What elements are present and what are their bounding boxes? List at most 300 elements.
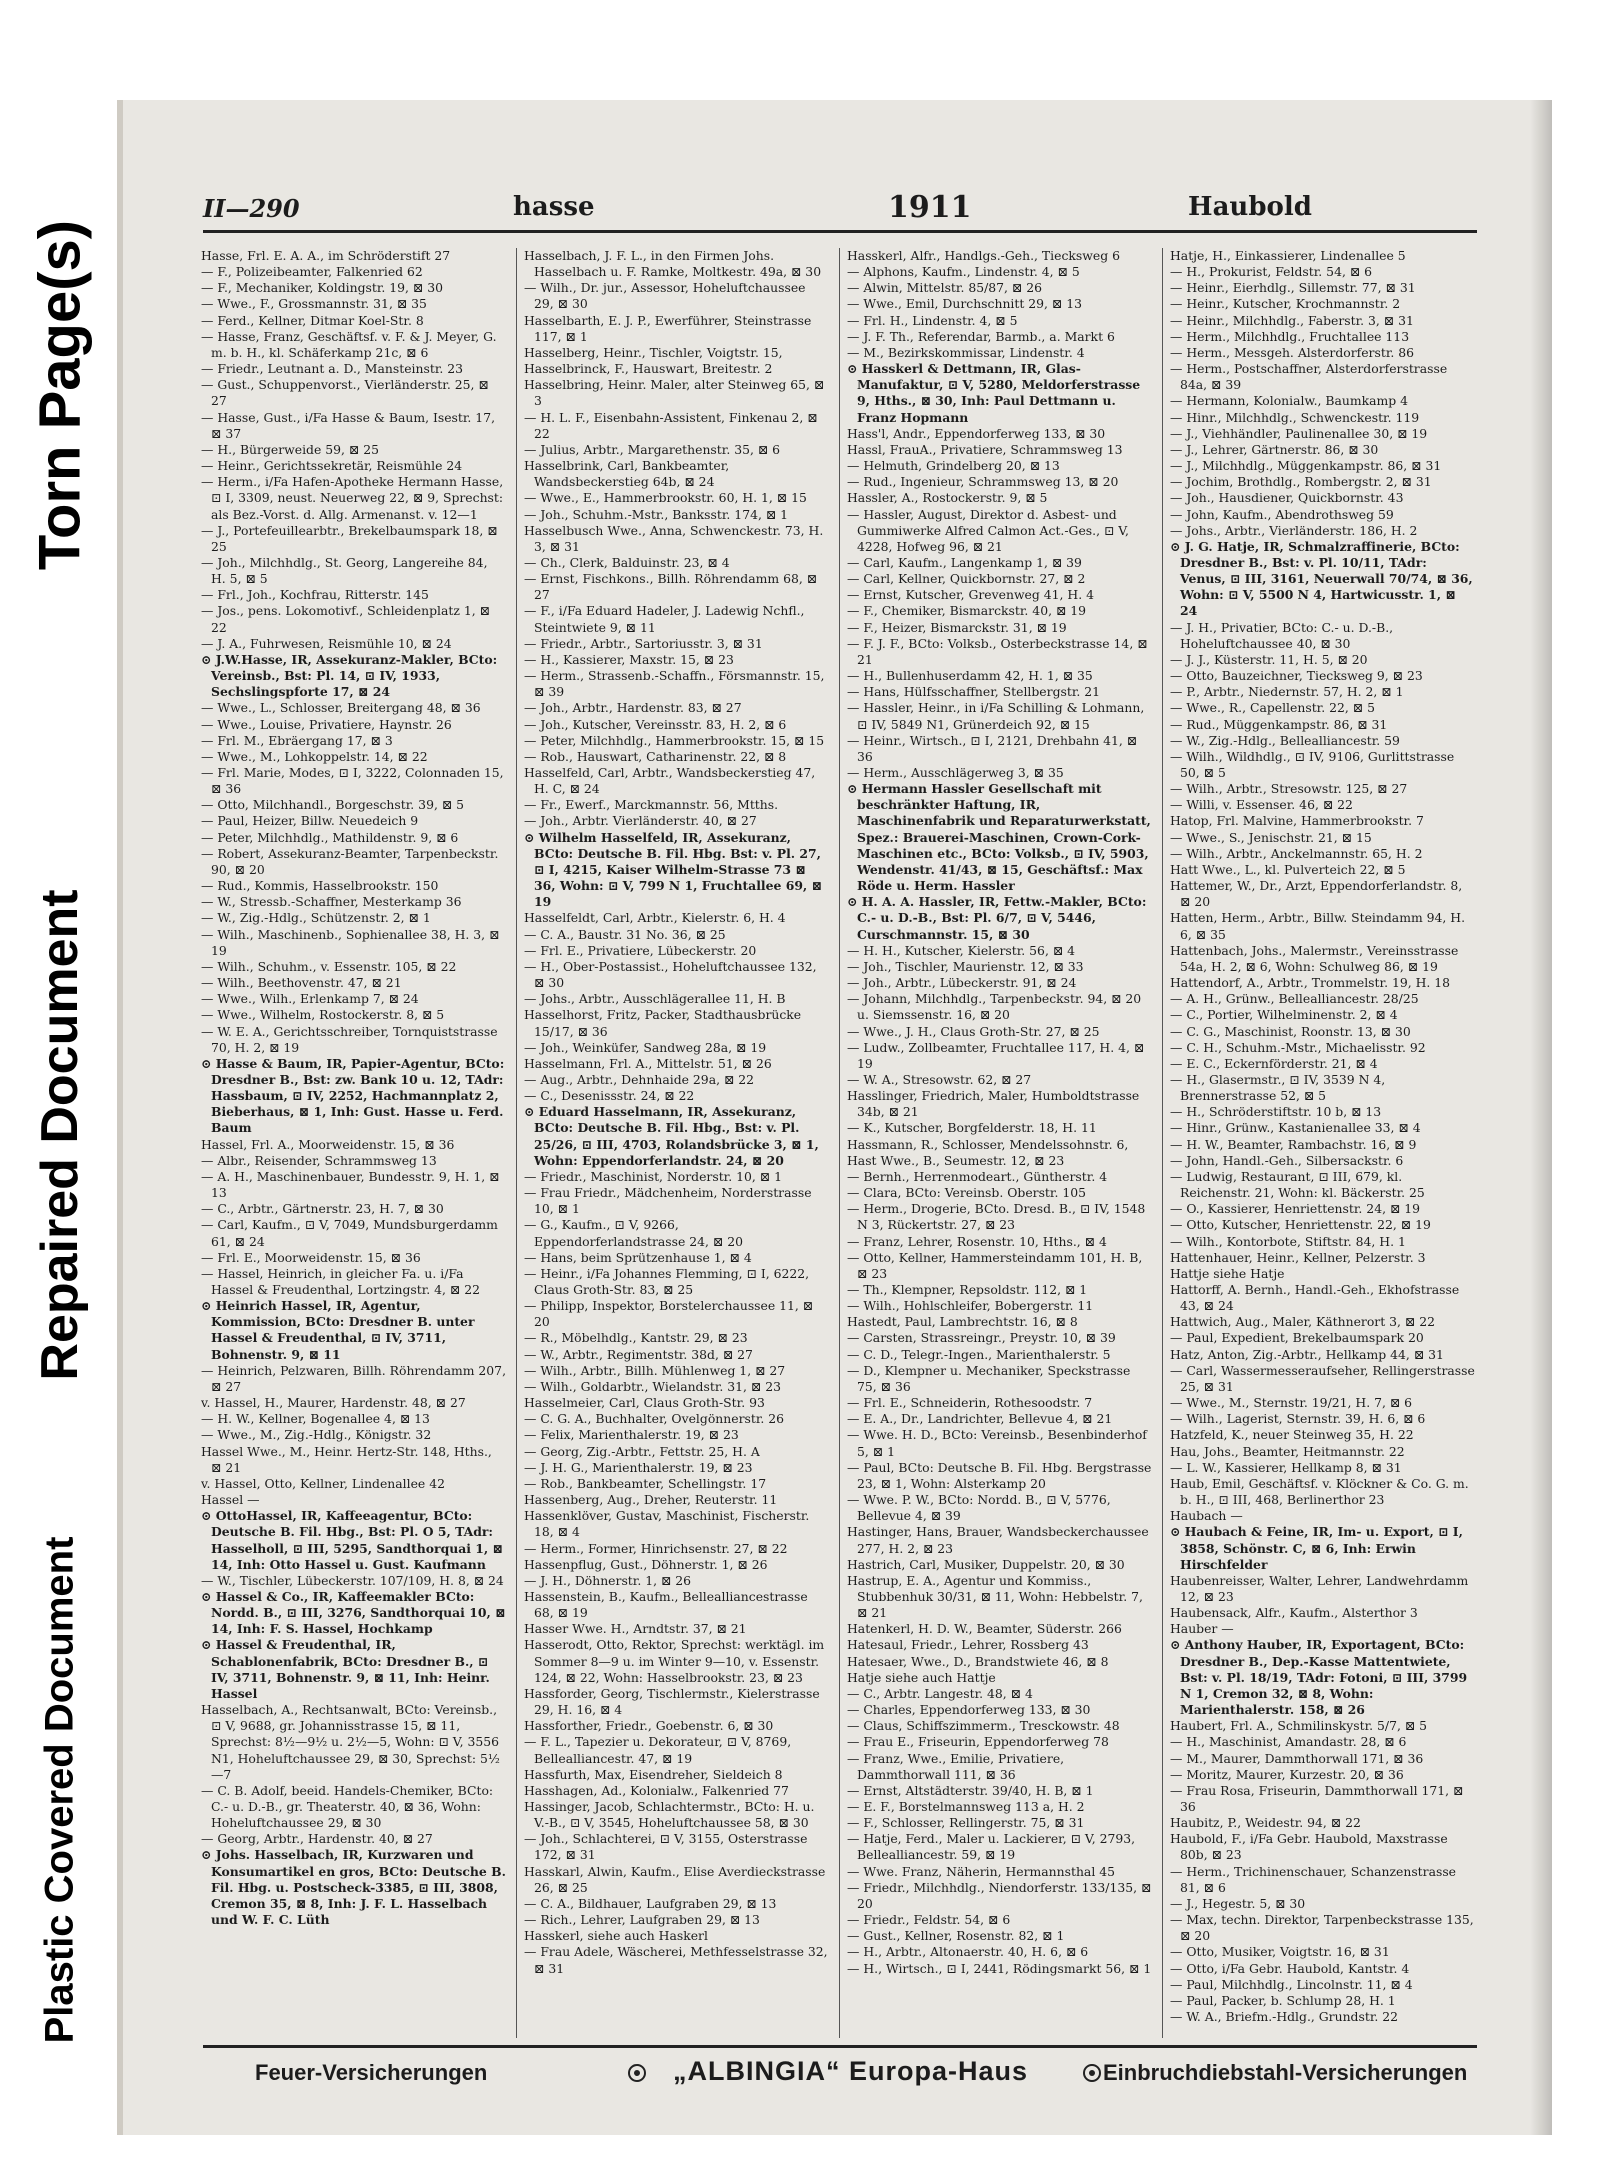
directory-entry: Haubensack, Alfr., Kaufm., Alsterthor 3 [1170, 1605, 1418, 1621]
directory-entry: — Frau Adele, Wäscherei, Methfesselstrasse 32, ⊠ 31 [524, 1944, 828, 1976]
directory-entry: Hasselbarth, E. J. P., Ewerführer, Steinstrasse 117, ⊠ 1 [524, 312, 812, 344]
directory-entry: — Wilh., Wildhdlg., ⊡ IV, 9106, Gurlittstrasse 50, ⊠ 5 [1170, 748, 1455, 780]
directory-entry: — Hinr., Grünw., Kastanienallee 33, ⊠ 4 [1170, 1120, 1421, 1136]
directory-entry: Hassenstein, B., Kaufm., Bellealliancestrasse 68, ⊠ 19 [524, 1588, 808, 1621]
directory-entry: v. Hassel, H., Maurer, Hardenstr. 48, ⊠ 27 [201, 1395, 466, 1411]
directory-entry: Hassenberg, Aug., Dreher, Reuterstr. 11 [524, 1492, 778, 1508]
directory-entry: — Frl. E., Moorweidenstr. 15, ⊠ 36 [201, 1249, 421, 1265]
directory-entry: — Rob., Hauswart, Catharinenstr. 22, ⊠ 8 [524, 748, 787, 764]
directory-entry: — Joh., Hausdiener, Quickbornstr. 43 [1170, 490, 1404, 506]
directory-entry: — E. A., Dr., Landrichter, Bellevue 4, ⊠ 21 [847, 1411, 1113, 1427]
directory-entry: — Carl, Wassermesseraufseher, Rellingerstrasse 25, ⊠ 31 [1170, 1362, 1475, 1394]
directory-entry: ⊙ Heinrich Hassel, IR, Agentur, Kommission, BCto: Dresdner B. unter Hassel & Freudenthal, ⊡ IV, 3711, Bohnenstr. 9, ⊠ 11 [201, 1298, 475, 1362]
directory-entry: — H., Prokurist, Feldstr. 54, ⊠ 6 [1170, 264, 1373, 280]
directory-entry: — F., Heizer, Bismarckstr. 31, ⊠ 19 [847, 619, 1067, 635]
directory-entry: — F. J. F., BCto: Volksb., Osterbeckstrasse 14, ⊠ 21 [847, 635, 1148, 667]
directory-entry: — C., Arbtr., Gärtnerstr. 23, H. 7, ⊠ 30 [201, 1201, 444, 1217]
directory-entry: — Johs., Arbtr., Vierländerstr. 186, H. 2 [1170, 522, 1418, 538]
directory-entry: — Julius, Arbtr., Margarethenstr. 35, ⊠ 6 [524, 441, 781, 457]
bullet-icon [628, 2064, 646, 2082]
directory-entry: — Ferd., Kellner, Ditmar Koel-Str. 8 [201, 312, 424, 328]
directory-entry: — J. F. Th., Referendar, Barmb., a. Markt 6 [847, 328, 1115, 344]
footer-center-text: „ALBINGIA“ Europa-Haus [673, 2056, 1029, 2086]
column-divider [1162, 248, 1163, 2038]
directory-entry: — Joh., Kutscher, Vereinsstr. 83, H. 2, ⊠ 6 [524, 716, 787, 732]
directory-entry: — Max, techn. Direktor, Tarpenbeckstrasse 135, ⊠ 20 [1170, 1912, 1474, 1944]
directory-entry: — C. D., Telegr.-Ingen., Marienthalerstr. 5 [847, 1346, 1111, 1362]
header-keyword-right: Haubold [1188, 192, 1312, 222]
directory-entry: — F., Mechaniker, Koldingstr. 19, ⊠ 30 [201, 280, 444, 296]
plastic-covered-label: Plastic Covered Document [37, 1536, 82, 2044]
directory-entry: — Wilh., Kontorbote, Stiftstr. 84, H. 1 [1170, 1233, 1406, 1249]
directory-entry: Hassforder, Georg, Tischlermstr., Kielerstrasse 29, H. 16, ⊠ 4 [524, 1685, 820, 1718]
directory-entry: ⊙ J. G. Hatje, IR, Schmalzraffinerie, BCto: Dresdner B., Bst: v. Pl. 10/11, TAdr: Venus, ⊡ III, 3161, Neuerwall 70/74, ⊠ 36, Wohn: ⊡ V, 5500 N 4, Hartwicusstr. 1, ⊠ 24 [1170, 538, 1473, 619]
directory-entry: — Hinr., Milchhdlg., Schwenckestr. 119 [1170, 409, 1420, 425]
directory-entry: — C., Arbtr. Langestr. 48, ⊠ 4 [847, 1685, 1033, 1701]
directory-entry: Hassmann, R., Schlosser, Mendelssohnstr. 6, [847, 1136, 1129, 1152]
directory-entry: — Heinr., i/Fa Johannes Flemming, ⊡ I, 6222, Claus Groth-Str. 83, ⊠ 25 [524, 1265, 810, 1297]
directory-entry: — Otto, Milchhandl., Borgeschstr. 39, ⊠ 5 [201, 797, 465, 813]
directory-entry: — Ernst, Kutscher, Grevenweg 41, H. 4 [847, 587, 1094, 603]
directory-entry: — Joh., Tischler, Maurienstr. 12, ⊠ 33 [847, 958, 1084, 974]
directory-entry: ⊙ Hassel & Freudenthal, IR, Schablonenfabrik, BCto: Dresdner B., ⊡ IV, 3711, Bohnenstr. 9, ⊠ 11, Inh: Heinr. Hassel [201, 1637, 490, 1701]
directory-entry: Hatz, Anton, Zig.-Arbtr., Hellkamp 44, ⊠ 31 [1170, 1346, 1444, 1362]
directory-entry: — G., Kaufm., ⊡ V, 9266, Eppendorferlandstrasse 24, ⊠ 20 [524, 1217, 744, 1249]
directory-entry: Hasselberg, Heinr., Tischler, Voigtstr. 15, [524, 344, 783, 360]
directory-entry: — Frl. E., Privatiere, Lübeckerstr. 20 [524, 942, 757, 958]
directory-entry: — Joh., Milchhdlg., St. Georg, Langereihe 84, H. 5, ⊠ 5 [201, 554, 488, 587]
directory-entry: — Ch., Clerk, Balduinstr. 23, ⊠ 4 [524, 554, 730, 570]
directory-column-1 [201, 248, 506, 2038]
directory-entry: ⊙ H. A. A. Hassler, IR, Fettw.-Makler, BCto: C.- u. D.-B., Bst: Pl. 6/7, ⊡ V, 5446, Curschmannstr. 15, ⊠ 30 [847, 894, 1147, 942]
footer-right-text: Einbruchdiebstahl-Versicherungen [1103, 2060, 1468, 2085]
directory-entry: — Wwe., Emil, Durchschnitt 29, ⊠ 13 [847, 296, 1083, 312]
directory-entry: Hatje, H., Einkassierer, Lindenallee 5 [1170, 248, 1406, 263]
directory-entry: ⊙ J.W.Hasse, IR, Assekuranz-Makler, BCto: Vereinsb., Bst: Pl. 14, ⊡ IV, 1933, Sechslingspforte 17, ⊠ 24 [201, 651, 498, 700]
directory-entry: — W., Arbtr., Regimentstr. 38d, ⊠ 27 [524, 1346, 753, 1362]
directory-entry: — Wwe., F., Grossmannstr. 31, ⊠ 35 [201, 296, 427, 312]
directory-entry: — Heinr., Eierhdlg., Sillemstr. 77, ⊠ 31 [1170, 280, 1416, 296]
directory-entry: — Charles, Eppendorferweg 133, ⊠ 30 [847, 1702, 1091, 1718]
directory-entry: — J. H. G., Marienthalerstr. 19, ⊠ 23 [524, 1459, 753, 1475]
page-footer [203, 2045, 1477, 2100]
directory-entry: — Wilh., Goldarbtr., Wielandstr. 31, ⊠ 23 [524, 1378, 782, 1394]
directory-entry: — H., Kassierer, Maxstr. 15, ⊠ 23 [524, 651, 734, 667]
directory-entry: — Philipp, Inspektor, Borstelerchaussee 11, ⊠ 20 [524, 1298, 814, 1330]
directory-entry: Hasselbrink, Carl, Bankbeamter, Wandsbeckerstieg 64b, ⊠ 24 [524, 458, 730, 490]
directory-entry: Hassel, Frl. A., Moorweidenstr. 15, ⊠ 36 [201, 1136, 455, 1152]
directory-entry: Hasser Wwe. H., Arndtstr. 37, ⊠ 21 [524, 1621, 747, 1637]
directory-entry: — Herm., Messgeh. Alsterdorferstr. 86 [1170, 344, 1415, 360]
directory-entry: — Rob., Bankbeamter, Schellingstr. 17 [524, 1475, 767, 1491]
directory-entry: Haubold, F., i/Fa Gebr. Haubold, Maxstrasse 80b, ⊠ 23 [1170, 1831, 1448, 1863]
directory-entry: — H. L. F., Eisenbahn-Assistent, Finkenau 2, ⊠ 22 [524, 409, 818, 441]
directory-entry: — H. W., Beamter, Rambachstr. 16, ⊠ 9 [1170, 1136, 1417, 1152]
directory-entry: — Paul, Expedient, Brekelbaumspark 20 [1170, 1330, 1424, 1346]
directory-column-4 [1170, 248, 1475, 2038]
directory-entry: — Wwe. H. D., BCto: Vereinsb., Besenbinderhof 5, ⊠ 1 [847, 1427, 1147, 1459]
directory-entry: — H., Ober-Postassist., Hoheluftchaussee 132, ⊠ 30 [524, 958, 817, 991]
directory-entry: — C. B. Adolf, beeid. Handels-Chemiker, BCto: C.- u. D.-B., gr. Theaterstr. 40, ⊠ 36, Wohn: Hoheluftchaussee 29, ⊠ 30 [201, 1782, 494, 1831]
directory-entry: — Wwe., R., Capellenstr. 22, ⊠ 5 [1170, 700, 1375, 716]
directory-entry: Hasselfeld, Carl, Arbtr., Wandsbeckerstieg 47, H. C, ⊠ 24 [524, 765, 816, 797]
directory-entry: Hasselbach, J. F. L., in den Firmen Johs. Hasselbach u. F. Ramke, Moltkestr. 49a, ⊠ 30 [524, 248, 822, 280]
directory-entry: Hasse, Frl. E. A. A., im Schröderstift 27 [201, 248, 451, 263]
directory-entry: — Paul, BCto: Deutsche B. Fil. Hbg. Bergstrasse 23, ⊠ 1, Wohn: Alsterkamp 20 [847, 1459, 1152, 1491]
directory-entry: — Georg, Zig.-Arbtr., Fettstr. 25, H. A [524, 1443, 760, 1459]
directory-entry: — Wilh., Schuhm., v. Essenstr. 105, ⊠ 22 [201, 958, 457, 974]
directory-entry: — Joh., Arbtr., Hardenstr. 83, ⊠ 27 [524, 700, 742, 716]
directory-entry: — R., Möbelhdlg., Kantstr. 29, ⊠ 23 [524, 1330, 748, 1346]
directory-entry: Hattorff, A. Bernh., Handl.-Geh., Ekhofstrasse 43, ⊠ 24 [1170, 1282, 1460, 1314]
directory-entry: — Otto, Musiker, Voigtstr. 16, ⊠ 31 [1170, 1944, 1390, 1960]
directory-entry: — L. W., Kassierer, Hellkamp 8, ⊠ 31 [1170, 1459, 1402, 1475]
directory-entry: — J. H., Döhnerstr. 1, ⊠ 26 [524, 1572, 692, 1588]
directory-entry: — O., Kassierer, Henriettenstr. 24, ⊠ 19 [1170, 1201, 1421, 1217]
directory-entry: — John, Handl.-Geh., Silbersackstr. 6 [1170, 1152, 1404, 1168]
directory-entry: ⊙ Johs. Hasselbach, IR, Kurzwaren und Konsumartikel en gros, BCto: Deutsche B. Fil. Hbg. u. Postscheck-3385, ⊡ III, 3808, Cremon 35, ⊠ 8, Inh: J. F. L. Hasselbach und W. F. C. Lüth [201, 1847, 506, 1928]
directory-entry: — Wwe., S., Jenischstr. 21, ⊠ 15 [1170, 829, 1372, 845]
directory-entry: — Herm., Drogerie, BCto. Dresd. B., ⊡ IV, 1548 N 3, Rückertstr. 27, ⊠ 23 [847, 1201, 1146, 1233]
directory-entry: Hauber — [1170, 1621, 1234, 1637]
directory-entry: — Hassler, Heinr., in i/Fa Schilling & Lohmann, ⊡ IV, 5849 N1, Grünerdeich 92, ⊠ 15 [847, 700, 1145, 732]
directory-entry: — Bernh., Herrenmodeart., Güntherstr. 4 [847, 1168, 1108, 1184]
directory-entry: Haubach — [1170, 1508, 1243, 1524]
directory-entry: — J., Lehrer, Gärtnerstr. 86, ⊠ 30 [1170, 441, 1379, 457]
directory-entry: — W., Stressb.-Schaffner, Mesterkamp 36 [201, 894, 462, 910]
directory-entry: Hasshagen, Ad., Kolonialw., Falkenried 77 [524, 1782, 789, 1798]
directory-entry: ⊙ Hermann Hassler Gesellschaft mit beschränkter Haftung, IR, Maschinenfabrik und Reparaturwerkstatt, Spez.: Brauerei-Maschinen, Crown-Cork-Maschinen etc., BCto: Volksb., ⊡ IV, 5903, Wendenstr. 41/43, ⊠ 15, Geschäftsf.: Max Röde u. Herm. Hassler [847, 781, 1151, 894]
torn-pages-label: Torn Page(s) [27, 219, 93, 571]
directory-entry: Hasselbusch Wwe., Anna, Schwenckestr. 73, H. 3, ⊠ 31 [524, 522, 824, 554]
directory-entry: — Friedr., Maschinist, Norderstr. 10, ⊠ 1 [524, 1168, 782, 1184]
directory-entry: — Carl, Kellner, Quickbornstr. 27, ⊠ 2 [847, 571, 1086, 587]
directory-entry: — Wwe., L., Schlosser, Breitergang 48, ⊠ 36 [201, 700, 481, 716]
directory-entry: — C. G., Maschinist, Roonstr. 13, ⊠ 30 [1170, 1023, 1411, 1039]
directory-entry: — F., Schlosser, Rellingerstr. 75, ⊠ 31 [847, 1815, 1085, 1831]
directory-entry: — Carl, Kaufm., Langenkamp 1, ⊠ 39 [847, 554, 1082, 570]
directory-entry: — H., Wirtsch., ⊡ I, 2441, Rödingsmarkt 56, ⊠ 1 [847, 1960, 1152, 1976]
column-divider [839, 248, 840, 2038]
directory-entry: — Jochim, Brothdlg., Rombergstr. 2, ⊠ 31 [1170, 474, 1432, 490]
directory-entry: — W., Zig.-Hdlg., Schützenstr. 2, ⊠ 1 [201, 910, 431, 926]
directory-entry: — F., Chemiker, Bismarckstr. 40, ⊠ 19 [847, 603, 1087, 619]
directory-entry: — F., Polizeibeamter, Falkenried 62 [201, 264, 423, 280]
directory-entry: — Heinr., Gerichtssekretär, Reismühle 24 [201, 458, 463, 474]
directory-entry: — P., Arbtr., Niedernstr. 57, H. 2, ⊠ 1 [1170, 684, 1404, 700]
directory-entry: — Franz, Lehrer, Rosenstr. 10, Hths., ⊠ 4 [847, 1233, 1107, 1249]
directory-entry: Hassinger, Jacob, Schlachtermstr., BCto: H. u. V.-B., ⊡ V, 3545, Hoheluftchaussee 58, ⊠ 30 [524, 1799, 815, 1831]
directory-entry: — Claus, Schiffszimmerm., Tresckowstr. 48 [847, 1718, 1120, 1734]
directory-entry: Hasslinger, Friedrich, Maler, Humboldtstrasse 34b, ⊠ 21 [847, 1088, 1140, 1120]
directory-entry: Hassenpflug, Gust., Döhnerstr. 1, ⊠ 26 [524, 1556, 768, 1572]
directory-entry: — Ludw., Zollbeamter, Fruchtallee 117, H. 4, ⊠ 19 [847, 1039, 1145, 1071]
directory-entry: — M., Bezirkskommissar, Lindenstr. 4 [847, 344, 1085, 360]
directory-entry: — K., Kutscher, Borgfelderstr. 18, H. 11 [847, 1120, 1097, 1136]
directory-entry: — Paul, Milchhdlg., Lincolnstr. 11, ⊠ 4 [1170, 1976, 1413, 1992]
directory-entry: — C. A., Baustr. 31 No. 36, ⊠ 25 [524, 926, 726, 942]
directory-entry: ⊙ Wilhelm Hasselfeld, IR, Assekuranz, BCto: Deutsche B. Fil. Hbg. Bst: v. Pl. 27, ⊡ I, 4215, Kaiser Wilhelm-Strasse 73 ⊠ 36, Wohn: ⊡ V, 799 N 1, Fruchtallee 69, ⊠ 19 [524, 829, 822, 910]
directory-entry: Hatt Wwe., L., kl. Pulverteich 22, ⊠ 5 [1170, 861, 1406, 877]
directory-entry: — Heinr., Wirtsch., ⊡ I, 2121, Drehbahn 41, ⊠ 36 [847, 732, 1138, 764]
directory-entry: — H., Schröderstiftstr. 10 b, ⊠ 13 [1170, 1104, 1382, 1120]
directory-entry: Hassler, A., Rostockerstr. 9, ⊠ 5 [847, 490, 1048, 506]
header-year: 1911 [888, 190, 972, 225]
directory-column-3 [847, 248, 1152, 2038]
directory-entry: ⊙ OttoHassel, IR, Kaffeeagentur, BCto: Deutsche B. Fil. Hbg., Bst: Pl. O 5, TAdr: Hasselholl, ⊡ III, 5295, Sandthorquai 1, ⊠ 14, Inh: Otto Hassel u. Gust. Kaufmann [201, 1508, 503, 1572]
directory-entry: ⊙ Hassel & Co., IR, Kaffeemakler BCto: Nordd. B., ⊡ III, 3276, Sandthorquai 10, ⊠ 14, Inh: F. S. Hassel, Hochkamp [201, 1588, 506, 1637]
directory-entry: — Clara, BCto: Vereinsb. Oberstr. 105 [847, 1185, 1086, 1201]
directory-entry: — Peter, Milchhdlg., Mathildenstr. 9, ⊠ 6 [201, 829, 459, 845]
directory-entry: — Aug., Arbtr., Dehnhaide 29a, ⊠ 22 [524, 1071, 755, 1087]
column-divider [516, 248, 517, 2038]
directory-entry: — J., Milchhdlg., Müggenkampstr. 86, ⊠ 31 [1170, 458, 1442, 474]
directory-entry: — Wilh., Hohlschleifer, Bobergerstr. 11 [847, 1298, 1094, 1314]
directory-entry: — Alwin, Mittelstr. 85/87, ⊠ 26 [847, 280, 1043, 296]
directory-entry: Hasselfeldt, Carl, Arbtr., Kielerstr. 6, H. 4 [524, 910, 786, 926]
directory-entry: — J., Hegestr. 5, ⊠ 30 [1170, 1895, 1306, 1911]
directory-entry: — Frau Rosa, Friseurin, Dammthorwall 171, ⊠ 36 [1170, 1782, 1464, 1814]
directory-entry: v. Hassel, Otto, Kellner, Lindenallee 42 [201, 1475, 445, 1491]
directory-entry: Hasselmann, Frl. A., Mittelstr. 51, ⊠ 26 [524, 1055, 772, 1071]
directory-entry: — Wwe. P. W., BCto: Nordd. B., ⊡ V, 5776, Bellevue 4, ⊠ 39 [847, 1492, 1111, 1524]
directory-entry: — Franz, Wwe., Emilie, Privatiere, Dammthorwall 111, ⊠ 36 [847, 1750, 1065, 1782]
directory-entry: ⊙ Anthony Hauber, IR, Exportagent, BCto: Dresdner B., Dep.-Kasse Mattentwiete, Bst: v. Pl. 18/19, TAdr: Fotoni, ⊡ III, 3799 N 1, Cremon 32, ⊠ 8, Wohn: Marienthalerstr. 158, ⊠ 26 [1170, 1637, 1468, 1718]
directory-entry: — Moritz, Maurer, Kurzestr. 20, ⊠ 36 [1170, 1766, 1404, 1782]
directory-entry: — A. H., Maschinenbauer, Bundesstr. 9, H. 1, ⊠ 13 [201, 1168, 500, 1201]
directory-entry: — C. A., Bildhauer, Laufgraben 29, ⊠ 13 [524, 1895, 777, 1911]
directory-entry: — Gust., Schuppenvorst., Vierländerstr. 25, ⊠ 27 [201, 377, 489, 409]
directory-entry: — H. W., Kellner, Bogenallee 4, ⊠ 13 [201, 1411, 430, 1427]
directory-entry: — J., Portefeuillearbtr., Brekelbaumspark 18, ⊠ 25 [201, 522, 498, 554]
directory-entry: — Albr., Reisender, Schrammsweg 13 [201, 1152, 437, 1168]
directory-entry: — Frl. M., Ebräergang 17, ⊠ 3 [201, 732, 393, 748]
directory-entry: — Herm., Strassenb.-Schaffn., Försmannstr. 15, ⊠ 39 [524, 668, 825, 700]
page-header [203, 190, 1477, 233]
directory-entry: — Paul, Heizer, Billw. Neuedeich 9 [201, 813, 419, 829]
directory-entry: ⊙ Haubach & Feine, IR, Im- u. Export, ⊡ I, 3858, Schönstr. C, ⊠ 6, Inh: Erwin Hirschfelder [1170, 1524, 1463, 1572]
directory-entry: — Willi, v. Essenser. 46, ⊠ 22 [1170, 797, 1353, 813]
directory-entry: — C. H., Schuhm.-Mstr., Michaelisstr. 92 [1170, 1039, 1426, 1055]
directory-entry: Hassl, FrauA., Privatiere, Schrammsweg 13 [847, 441, 1123, 457]
directory-entry: — D., Klempner u. Mechaniker, Speckstrasse 75, ⊠ 36 [847, 1362, 1131, 1394]
directory-entry: Hattenbach, Johs., Malermstr., Vereinsstrasse 54a, H. 2, ⊠ 6, Wohn: Schulweg 86, ⊠ 19 [1170, 942, 1459, 974]
directory-entry: — Herm., Trichinenschauer, Schanzenstrasse 81, ⊠ 6 [1170, 1863, 1457, 1895]
directory-entry: — H., Bullenhuserdamm 42, H. 1, ⊠ 35 [847, 668, 1093, 684]
directory-entry: — Felix, Marienthalerstr. 19, ⊠ 23 [524, 1427, 739, 1443]
directory-entry: Hastedt, Paul, Lambrechtstr. 16, ⊠ 8 [847, 1314, 1078, 1330]
directory-entry: — Wwe., M., Lohkoppelstr. 14, ⊠ 22 [201, 748, 428, 764]
directory-entry: Hau, Johs., Beamter, Heitmannstr. 22 [1170, 1443, 1405, 1459]
directory-entry: Haub, Emil, Geschäftsf. v. Klöckner & Co. G. m. b. H., ⊡ III, 468, Berlinerthor 23 [1170, 1475, 1469, 1508]
directory-entry: — Joh., Arbtr., Lübeckerstr. 91, ⊠ 24 [847, 975, 1077, 991]
directory-columns [201, 248, 1481, 2038]
directory-entry: — Frl. Marie, Modes, ⊡ I, 3222, Colonnaden 15, ⊠ 36 [201, 765, 504, 797]
directory-entry: — W. E. A., Gerichtsschreiber, Tornquiststrasse 70, H. 2, ⊠ 19 [201, 1023, 498, 1055]
directory-entry: — H., Bürgerweide 59, ⊠ 25 [201, 441, 379, 457]
header-keyword-left: hasse [513, 192, 595, 222]
directory-entry: — Friedr., Leutnant a. D., Mansteinstr. 23 [201, 361, 464, 377]
directory-entry: Hasselhorst, Fritz, Packer, Stadthausbrücke 15/17, ⊠ 36 [524, 1007, 802, 1039]
directory-entry: — Herm., Former, Hinrichsenstr. 27, ⊠ 22 [524, 1540, 788, 1556]
directory-entry: Hastrup, E. A., Agentur und Kommiss., Stubbenhuk 30/31, ⊠ 11, Wohn: Hebbelstr. 7, ⊠ 21 [847, 1572, 1143, 1621]
directory-entry: Hass'l, Andr., Eppendorferweg 133, ⊠ 30 [847, 425, 1106, 441]
directory-entry: Hasselbring, Heinr. Maler, alter Steinweg 65, ⊠ 3 [524, 377, 825, 409]
directory-entry: — H. H., Kutscher, Kielerstr. 56, ⊠ 4 [847, 942, 1076, 958]
directory-entry: — Hasse, Franz, Geschäftsf. v. F. & J. Meyer, G. m. b. H., kl. Schäferkamp 21c, ⊠ 6 [201, 328, 497, 360]
directory-entry: Hassenklöver, Gustav, Maschinist, Fischerstr. 18, ⊠ 4 [524, 1508, 810, 1540]
directory-entry: — Hasse, Gust., i/Fa Hasse & Baum, Isestr. 17, ⊠ 37 [201, 409, 496, 441]
directory-entry: — Johs., Arbtr., Ausschlägerallee 11, H. B [524, 991, 786, 1007]
directory-entry: — Peter, Milchhdlg., Hammerbrookstr. 15, ⊠ 15 [524, 732, 825, 748]
directory-entry: — E. C., Eckernförderstr. 21, ⊠ 4 [1170, 1055, 1378, 1071]
directory-entry: — Alphons, Kaufm., Lindenstr. 4, ⊠ 5 [847, 264, 1080, 280]
directory-entry: — Rud., Müggenkampstr. 86, ⊠ 31 [1170, 716, 1388, 732]
directory-entry: — Joh., Weinküfer, Sandweg 28a, ⊠ 19 [524, 1039, 767, 1055]
directory-entry: — H., Maschinist, Amandastr. 28, ⊠ 6 [1170, 1734, 1407, 1750]
directory-entry: — Frl., Joh., Kochfrau, Ritterstr. 145 [201, 587, 429, 603]
directory-entry: Hassel Wwe., M., Heinr. Hertz-Str. 148, Hths., ⊠ 21 [201, 1443, 492, 1475]
directory-entry: — Johann, Milchhdlg., Tarpenbeckstr. 94, ⊠ 20 u. Siemssenstr. 16, ⊠ 20 [847, 991, 1142, 1023]
directory-entry: Haubenreisser, Walter, Lehrer, Landwehrdamm 12, ⊠ 23 [1170, 1572, 1469, 1604]
directory-entry: ⊙ Eduard Hasselmann, IR, Assekuranz, BCto: Deutsche B. Fil. Hbg., Bst: v. Pl. 25/26, ⊡ III, 4703, Rolandsbrücke 3, ⊠ 1, Wohn: Eppendorferlandstr. 24, ⊠ 20 [524, 1104, 819, 1168]
directory-entry: Hasselmeier, Carl, Claus Groth-Str. 93 [524, 1395, 765, 1411]
directory-entry: Haubitz, P., Weidestr. 94, ⊠ 22 [1170, 1815, 1361, 1831]
directory-entry: — Friedr., Feldstr. 54, ⊠ 6 [847, 1912, 1011, 1928]
directory-entry: — W., Zig.-Hdlg., Bellealliancestr. 59 [1170, 732, 1400, 748]
directory-entry: — Hassler, August, Direktor d. Asbest- und Gummiwerke Alfred Calmon Act.-Ges., ⊡ V, 4228, Hofweg 96, ⊠ 21 [847, 506, 1129, 554]
directory-entry: — E. F., Borstelmannsweg 113 a, H. 2 [847, 1799, 1085, 1814]
directory-entry: Hatten, Herm., Arbtr., Billw. Steindamm 94, H. 6, ⊠ 35 [1170, 910, 1466, 942]
directory-entry: Hatop, Frl. Malvine, Hammerbrookstr. 7 [1170, 813, 1424, 829]
directory-entry: — Georg, Arbtr., Hardenstr. 40, ⊠ 27 [201, 1831, 433, 1847]
directory-entry: — Rud., Kommis, Hasselbrookstr. 150 [201, 878, 439, 894]
directory-entry: Hastrich, Carl, Musiker, Duppelstr. 20, ⊠ 30 [847, 1556, 1125, 1572]
directory-entry: — Wilh., Arbtr., Stresowstr. 125, ⊠ 27 [1170, 781, 1408, 797]
directory-entry: Hattemer, W., Dr., Arzt, Eppendorferlandstr. 8, ⊠ 20 [1170, 878, 1463, 910]
directory-entry: Hatzfeld, K., neuer Steinweg 35, H. 22 [1170, 1427, 1414, 1443]
directory-entry: — Gust., Kellner, Rosenstr. 82, ⊠ 1 [847, 1928, 1065, 1944]
directory-entry: Hasskarl, Alwin, Kaufm., Elise Averdieckstrasse 26, ⊠ 25 [524, 1863, 826, 1895]
directory-entry: — Otto, Bauzeichner, Tiecksweg 9, ⊠ 23 [1170, 668, 1423, 684]
directory-entry: — Wilh., Lagerist, Sternstr. 39, H. 6, ⊠ 6 [1170, 1411, 1426, 1427]
directory-column-2 [524, 248, 829, 2038]
directory-entry: — Paul, Packer, b. Schlump 28, H. 1 [1170, 1992, 1396, 2008]
directory-entry: — J. J., Küsterstr. 11, H. 5, ⊠ 20 [1170, 651, 1368, 667]
directory-entry: Hatesaul, Friedr., Lehrer, Rossberg 43 [847, 1637, 1089, 1653]
directory-entry: — C., Desenissstr. 24, ⊠ 22 [524, 1088, 695, 1104]
directory-entry: — Wwe., J. H., Claus Groth-Str. 27, ⊠ 25 [847, 1023, 1100, 1039]
directory-entry: — Herm., Postschaffner, Alsterdorferstrasse 84a, ⊠ 39 [1170, 361, 1448, 393]
directory-entry: Hattje siehe Hatje [1170, 1265, 1285, 1281]
directory-entry: Hasskerl, Alfr., Handlgs.-Geh., Tiecksweg 6 [847, 248, 1120, 263]
directory-entry: — Heinrich, Pelzwaren, Billh. Röhrendamm 207, ⊠ 27 [201, 1362, 506, 1394]
directory-entry: — Hans, Hülfsschaffner, Stellbergstr. 21 [847, 684, 1101, 700]
directory-entry: — Carl, Kaufm., ⊡ V, 7049, Mundsburgerdamm 61, ⊠ 24 [201, 1217, 498, 1249]
bullet-icon [1083, 2064, 1101, 2082]
directory-entry: — Joh., Schuhm.-Mstr., Banksstr. 174, ⊠ 1 [524, 506, 789, 522]
page-number: II—290 [203, 194, 300, 223]
directory-entry: — Wilh., Dr. jur., Assessor, Hoheluftchaussee 29, ⊠ 30 [524, 280, 806, 312]
directory-entry: Hassfurth, Max, Eisendreher, Sieldeich 8 [524, 1766, 783, 1782]
directory-entry: — Friedr., Milchhdlg., Niendorferstr. 133/135, ⊠ 20 [847, 1879, 1152, 1911]
directory-entry: — Joh., Arbtr. Vierländerstr. 40, ⊠ 27 [524, 813, 757, 829]
side-labels [0, 0, 120, 2177]
directory-entry: — Ernst, Altstädterstr. 39/40, H. B, ⊠ 1 [847, 1782, 1094, 1798]
directory-entry: ⊙ Hasse & Baum, IR, Papier-Agentur, BCto: Dresdner B., Bst: zw. Bank 10 u. 12, TAdr: Hassbaum, ⊡ IV, 2252, Hachmannplatz 2, Bieberhaus, ⊠ 1, Inh: Gust. Hasse u. Ferd. Baum [201, 1055, 505, 1136]
directory-entry: Hasselbrinck, F., Hauswart, Breitestr. 2 [524, 361, 773, 377]
directory-entry: — J. A., Fuhrwesen, Reismühle 10, ⊠ 24 [201, 635, 452, 651]
repaired-document-label: Repaired Document [31, 889, 89, 1381]
directory-entry: Hattenhauer, Heinr., Kellner, Pelzerstr. 3 [1170, 1249, 1426, 1265]
directory-entry: — Otto, Kellner, Hammersteindamm 101, H. B, ⊠ 23 [847, 1249, 1143, 1281]
directory-entry: — W., Tischler, Lübeckerstr. 107/109, H. 8, ⊠ 24 [201, 1572, 504, 1588]
directory-entry: Hast Wwe., B., Seumestr. 12, ⊠ 23 [847, 1152, 1065, 1168]
directory-entry: Hatenkerl, H. D. W., Beamter, Süderstr. 266 [847, 1621, 1122, 1637]
directory-entry: — Wwe., E., Hammerbrookstr. 60, H. 1, ⊠ 15 [524, 490, 807, 506]
directory-entry: ⊙ Hasskerl & Dettmann, IR, Glas-Manufaktur, ⊡ V, 5280, Meldorferstrasse 9, Hths., ⊠ 30, Inh: Paul Dettmann u. Franz Hopmann [847, 361, 1141, 425]
directory-entry: Hatesaer, Wwe., D., Brandstwiete 46, ⊠ 8 [847, 1653, 1109, 1669]
directory-entry: — J. H., Privatier, BCto: C.- u. D.-B., Hoheluftchaussee 40, ⊠ 30 [1170, 619, 1394, 651]
directory-entry: — Frau E., Friseurin, Eppendorferweg 78 [847, 1734, 1109, 1750]
directory-entry: — Herm., Ausschlägerweg 3, ⊠ 35 [847, 765, 1064, 780]
directory-entry: — Frl. H., Lindenstr. 4, ⊠ 5 [847, 312, 1018, 328]
directory-entry: — Wwe., Louise, Privatiere, Haynstr. 26 [201, 716, 452, 732]
directory-entry: — Wilh., Maschinenb., Sophienallee 38, H. 3, ⊠ 19 [201, 926, 500, 958]
directory-entry: — Frau Friedr., Mädchenheim, Norderstrasse 10, ⊠ 1 [524, 1185, 812, 1217]
directory-entry: — Wwe., M., Zig.-Hdlg., Königstr. 32 [201, 1427, 432, 1443]
directory-entry: — H., Glasermstr., ⊡ IV, 3539 N 4, Brennerstrasse 52, ⊠ 5 [1170, 1071, 1386, 1104]
directory-entry: — Robert, Assekuranz-Beamter, Tarpenbeckstr. 90, ⊠ 20 [201, 845, 499, 877]
directory-entry: — Helmuth, Grindelberg 20, ⊠ 13 [847, 458, 1060, 474]
directory-entry: — W. A., Briefm.-Hdlg., Grundstr. 22 [1170, 2009, 1399, 2025]
directory-entry: — A. H., Grünw., Bellealliancestr. 28/25 [1170, 991, 1419, 1007]
directory-entry: — C., Portier, Wilhelminenstr. 2, ⊠ 4 [1170, 1007, 1398, 1023]
directory-entry: — Ernst, Fischkons., Billh. Röhrendamm 68, ⊠ 27 [524, 571, 818, 603]
directory-entry: — Hassel, Heinrich, in gleicher Fa. u. i/Fa Hassel & Freudenthal, Lortzingstr. 4, ⊠ 22 [201, 1265, 480, 1297]
directory-entry: Hattwich, Aug., Maler, Käthnerort 3, ⊠ 22 [1170, 1314, 1435, 1330]
directory-entry: — Wwe., Wilh., Erlenkamp 7, ⊠ 24 [201, 991, 419, 1007]
directory-entry: — F. L., Tapezier u. Dekorateur, ⊡ V, 8769, Bellealliancestr. 47, ⊠ 19 [524, 1734, 792, 1766]
directory-entry: Hasselbach, A., Rechtsanwalt, BCto: Vereinsb., ⊡ V, 9688, gr. Johannisstrasse 15, ⊠ 11, Sprechst: 8½—9½ u. 2½—5, Wohn: ⊡ V, 3556 N1, Hoheluftchaussee 29, ⊠ 30, Sprechst: 5½—7 [201, 1702, 500, 1782]
directory-entry: — Rud., Ingenieur, Schrammsweg 13, ⊠ 20 [847, 474, 1119, 490]
directory-entry: Hatje siehe auch Hattje [847, 1669, 996, 1685]
directory-entry: — Frl. E., Schneiderin, Rothesoodstr. 7 [847, 1395, 1093, 1411]
directory-entry: — John, Kaufm., Abendrothsweg 59 [1170, 506, 1394, 522]
directory-entry: — M., Maurer, Dammthorwall 171, ⊠ 36 [1170, 1750, 1424, 1766]
directory-entry: — Wwe., Wilhelm, Rostockerstr. 8, ⊠ 5 [201, 1007, 445, 1023]
directory-entry: — Wwe. Franz, Näherin, Hermannsthal 45 [847, 1863, 1115, 1879]
directory-entry: — W. A., Stresowstr. 62, ⊠ 27 [847, 1071, 1032, 1087]
directory-entry: Hassel — [201, 1492, 260, 1508]
directory-entry: — Hans, beim Sprützenhause 1, ⊠ 4 [524, 1249, 752, 1265]
directory-entry: — Otto, Kutscher, Henriettenstr. 22, ⊠ 19 [1170, 1217, 1431, 1233]
directory-entry: — Hermann, Kolonialw., Baumkamp 4 [1170, 393, 1409, 409]
directory-entry: — Friedr., Arbtr., Sartoriusstr. 3, ⊠ 31 [524, 635, 763, 651]
directory-entry: — Rich., Lehrer, Laufgraben 29, ⊠ 13 [524, 1912, 760, 1928]
directory-entry: — C. G. A., Buchhalter, Ovelgönnerstr. 26 [524, 1411, 785, 1427]
directory-entry: Hastinger, Hans, Brauer, Wandsbeckerchaussee 277, H. 2, ⊠ 23 [847, 1524, 1149, 1556]
directory-entry: — Carsten, Strassreingr., Preystr. 10, ⊠ 39 [847, 1330, 1116, 1346]
directory-entry: Hassforther, Friedr., Goebenstr. 6, ⊠ 30 [524, 1718, 774, 1734]
directory-entry: — Herm., Milchhdlg., Fruchtallee 113 [1170, 328, 1410, 344]
directory-entry: Hasserodt, Otto, Rektor, Sprechst: werktägl. im Sommer 8—9 u. im Winter 9—10, v. Essenstr. 124, ⊠ 22, Wohn: Hasselbrookstr. 23, ⊠ 23 [524, 1637, 825, 1685]
directory-entry: — Th., Klempner, Repsoldstr. 112, ⊠ 1 [847, 1282, 1088, 1297]
directory-entry: — Jos., pens. Lokomotivf., Schleidenplatz 1, ⊠ 22 [201, 603, 490, 635]
directory-entry: — J., Viehhändler, Paulinenallee 30, ⊠ 19 [1170, 425, 1428, 441]
directory-entry: — Joh., Schlachterei, ⊡ V, 3155, Osterstrasse 172, ⊠ 31 [524, 1831, 808, 1863]
directory-entry: — Herm., i/Fa Hafen-Apotheke Hermann Hasse, ⊡ I, 3309, neust. Neuerweg 22, ⊠ 9, Sprechst: als Bez.-Vorst. d. Allg. Armenanst. v. 12—1 [201, 474, 504, 522]
